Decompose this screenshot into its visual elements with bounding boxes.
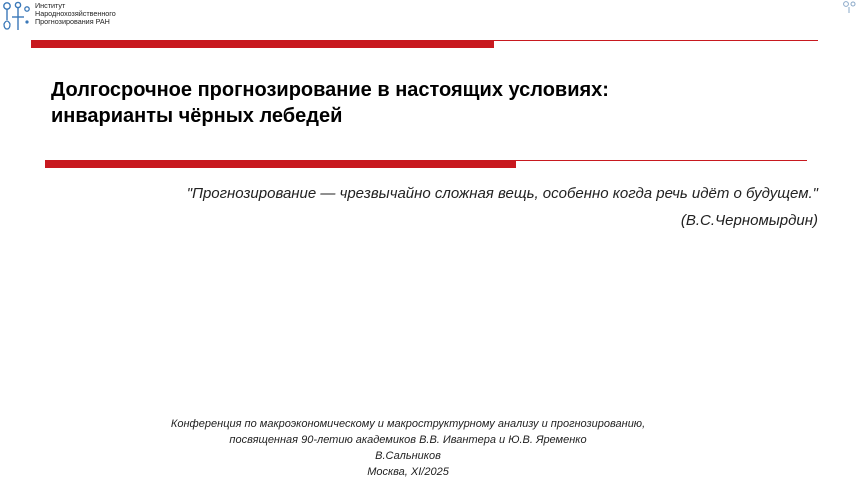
corner-mark-icon <box>841 0 859 14</box>
institute-name-line2: Народнохозяйственного <box>35 9 116 19</box>
institute-name-line3: Прогнозирования РАН <box>35 17 110 27</box>
middle-divider-thick <box>45 160 516 168</box>
speaker-name: В.Сальников <box>375 450 441 462</box>
middle-divider-thin <box>516 160 807 161</box>
slide-title <box>51 77 771 129</box>
epigraph-quote <box>38 180 818 234</box>
institute-logo-icon <box>0 0 34 34</box>
place-and-date: Москва, XI/2025 <box>367 466 449 478</box>
slide-title-line2: инварианты чёрных лебедей <box>51 105 343 127</box>
institute-logo <box>0 0 150 34</box>
institute-name-line1: Институт <box>35 1 66 10</box>
conference-name-line1: Конференция по макроэкономическому и макроструктурному анализу и прогнозированию, <box>170 418 646 430</box>
top-divider-thick <box>31 40 494 48</box>
slide-title-line1: Долгосрочное прогнозирование в настоящих условиях: <box>51 79 609 101</box>
quote-author: (В.С.Черномырдин) <box>680 212 818 229</box>
top-divider-thin <box>494 40 818 41</box>
slide-footer <box>108 416 708 480</box>
conference-name-line2: посвященная 90-летию академиков В.В. Ивантера и Ю.В. Яременко <box>229 434 587 446</box>
quote-text: "Прогнозирование — чрезвычайно сложная вещь, особенно когда речь идёт о будущем." <box>186 185 818 202</box>
institute-name <box>35 2 116 27</box>
